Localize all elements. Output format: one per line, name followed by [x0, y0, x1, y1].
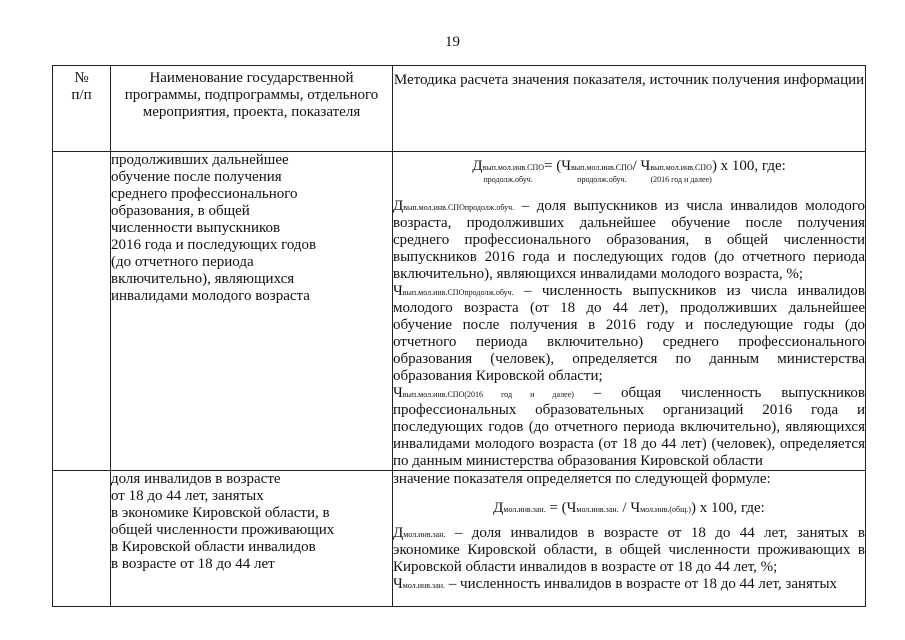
definition-subscript: мол.инв.зан. — [402, 581, 446, 590]
header-method-cell: Методика расчета значения показателя, источник получения информации — [393, 66, 866, 152]
formula-under: продолж.обуч. — [577, 175, 627, 184]
definition — [393, 385, 865, 470]
indicator-line: общей численности проживающих — [111, 522, 335, 538]
definition-subscript: вып.мол.инв.СПОпродолж.обуч. — [403, 203, 515, 212]
formula-subscript: вып.мол.инв.СПО — [571, 163, 633, 172]
methodology-table — [52, 65, 866, 607]
indicator-line: доля инвалидов в возрасте — [111, 471, 281, 487]
indicator-line: 2016 года и последующих годов — [111, 237, 317, 253]
formula — [393, 152, 865, 198]
indicator-line: образования, в общей — [111, 203, 250, 219]
indicator-line: в возрасте от 18 до 44 лет — [111, 556, 275, 572]
formula-operator: = (Ч — [545, 500, 577, 516]
header-number-cell — [53, 66, 111, 152]
indicator-line: включительно), являющихся — [111, 271, 295, 287]
table-row — [53, 152, 866, 471]
definition — [393, 576, 865, 593]
formula-under: продолж.обуч. — [483, 175, 533, 184]
indicator-line: продолживших дальнейшее — [111, 152, 289, 168]
table-row — [53, 471, 866, 607]
method-cell — [393, 152, 866, 471]
formula-tail: ) x 100, где: — [690, 500, 765, 516]
indicator-name-cell — [111, 471, 393, 607]
formula-symbol: Д — [493, 500, 504, 516]
indicator-line: среднего профессионального — [111, 186, 298, 202]
definition-symbol: Ч — [393, 576, 403, 592]
indicator-line: в экономике Кировской области, в — [111, 505, 330, 521]
definition-text: – доля выпускников из числа инвалидов молодого возраста, продолживших дальнейшее обучение после получения среднего профессионального образования, в общей численности выпускников 2016 года и последующих годов (до отчетного периода включительно), являющихся инвалидами молодого возраста, %; — [393, 198, 865, 282]
formula-under: (2016 год и далее) — [650, 175, 712, 184]
formula-subscript: мол.инв.зан. — [503, 505, 546, 514]
formula — [393, 488, 865, 525]
formula-operator: / Ч — [632, 158, 651, 174]
definition-text: – численность выпускников из числа инвалидов молодого возраста (от 18 до 44 лет), продолживших дальнейшее обучение после получения в 2016 году и последующие годы (до отчетного периода включительно) среднего профессионального образования (человек), определяется по данным министерства образования Кировской области; — [393, 283, 865, 384]
indicator-name-cell — [111, 152, 393, 471]
table-header-row — [53, 66, 866, 152]
formula-subscript: вып.мол.инв.СПО — [650, 163, 712, 172]
definition-subscript: вып.мол.инв.СПО(2016 год и далее) — [402, 390, 574, 399]
definition-text: – доля инвалидов в возрасте от 18 до 44 лет, занятых в экономике Кировской области, в общей численности проживающих в Кировской области инвалидов в возрасте от 18 до 44 лет, %; — [393, 525, 865, 575]
row-number-cell — [53, 471, 111, 607]
formula-subscript: мол.инв.зан. — [576, 505, 619, 514]
page-number: 19 — [445, 34, 460, 50]
definition-subscript: мол.инв.зан. — [403, 530, 446, 539]
formula-subscript: мол.инв.(общ.) — [640, 505, 691, 514]
row-number-cell — [53, 152, 111, 471]
indicator-line: от 18 до 44 лет, занятых — [111, 488, 264, 504]
indicator-line: обучение после получения — [111, 169, 282, 185]
definition-subscript: вып.мол.инв.СПОпродолж.обуч. — [402, 288, 514, 297]
definition-text: – численность инвалидов в возрасте от 18 до 44 лет, занятых — [445, 576, 838, 592]
formula-operator: / Ч — [618, 500, 641, 516]
definition-text: – общая численность выпускников профессиональных образовательных организаций 2016 года и последующих годов (до отчетного периода включительно), являющихся инвалидами молодого возраста (от 18 до 44 лет) (человек), определяется по данным министерства образования Кировской области — [393, 385, 866, 469]
definition-symbol: Ч — [393, 283, 403, 299]
header-name-cell: Наименование государственной программы, подпрограммы, отдельного мероприятия, проекта, показателя — [111, 66, 393, 152]
indicator-line: в Кировской области инвалидов — [111, 539, 316, 555]
formula-intro: значение показателя определяется по следующей формуле: — [393, 471, 771, 487]
header-number-label: п/п — [71, 87, 92, 103]
formula-subscript: вып.мол.инв.СПО — [482, 163, 545, 172]
definition-symbol: Д — [393, 525, 404, 541]
header-number-sign: № — [74, 70, 89, 86]
indicator-line: (до отчетного периода — [111, 254, 254, 270]
definition-symbol: Д — [393, 198, 404, 214]
indicator-line: численности выпускников — [111, 220, 281, 236]
method-cell — [393, 471, 866, 607]
definition — [393, 525, 865, 576]
formula-tail: ) x 100, где: — [711, 158, 786, 174]
formula-symbol: Д — [472, 158, 483, 174]
definition-symbol: Ч — [393, 385, 403, 401]
indicator-line: инвалидами молодого возраста — [111, 288, 310, 304]
definition — [393, 283, 865, 385]
definition — [393, 198, 865, 283]
formula-operator: = (Ч — [544, 158, 572, 174]
